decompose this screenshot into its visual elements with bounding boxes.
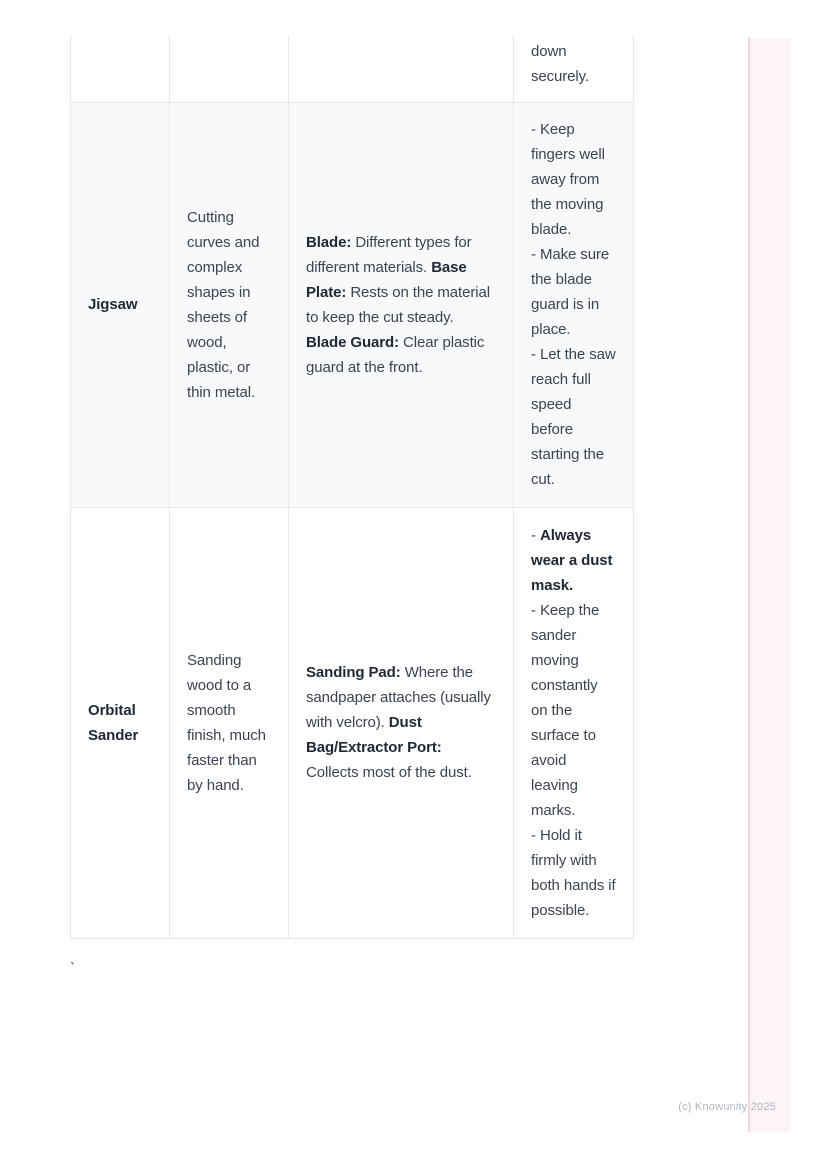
stray-backtick-character: ` (70, 960, 75, 977)
cell-key-parts: Blade: Different types for different materials. Base Plate: Rests on the material to keep the cut steady. Blade Guard: Clear plastic guard at the front. (289, 102, 514, 507)
cell-safety-fragment: down securely. (514, 35, 634, 102)
cell-primary-use: Cutting curves and complex shapes in sheets of wood, plastic, or thin metal. (170, 102, 289, 507)
cell-tool-name: Orbital Sander (71, 507, 170, 938)
cell-safety-tips: - Keep fingers well away from the moving blade. - Make sure the blade guard is in place. - Let the saw reach full speed before starting the cut. (514, 102, 634, 507)
cell-tool-name: Jigsaw (71, 102, 170, 507)
copyright-watermark: (c) Knowunity 2025 (678, 1101, 776, 1113)
cell-tool-name-empty (71, 35, 170, 102)
cell-key-parts-empty (289, 35, 514, 102)
cell-primary-use: Sanding wood to a smooth finish, much faster than by hand. (170, 507, 289, 938)
table-row-orbital-sander (71, 507, 634, 938)
power-tools-table (70, 35, 634, 939)
cell-safety-tips: - Always wear a dust mask. - Keep the sander moving constantly on the surface to avoid leaving marks. - Hold it firmly with both hands if possible. (514, 507, 634, 938)
table-row-continued (71, 35, 634, 102)
highlight-stripe (748, 38, 790, 1132)
cell-primary-use-empty (170, 35, 289, 102)
cell-key-parts: Sanding Pad: Where the sandpaper attaches (usually with velcro). Dust Bag/Extractor Port: Collects most of the dust. (289, 507, 514, 938)
table-row-jigsaw (71, 102, 634, 507)
